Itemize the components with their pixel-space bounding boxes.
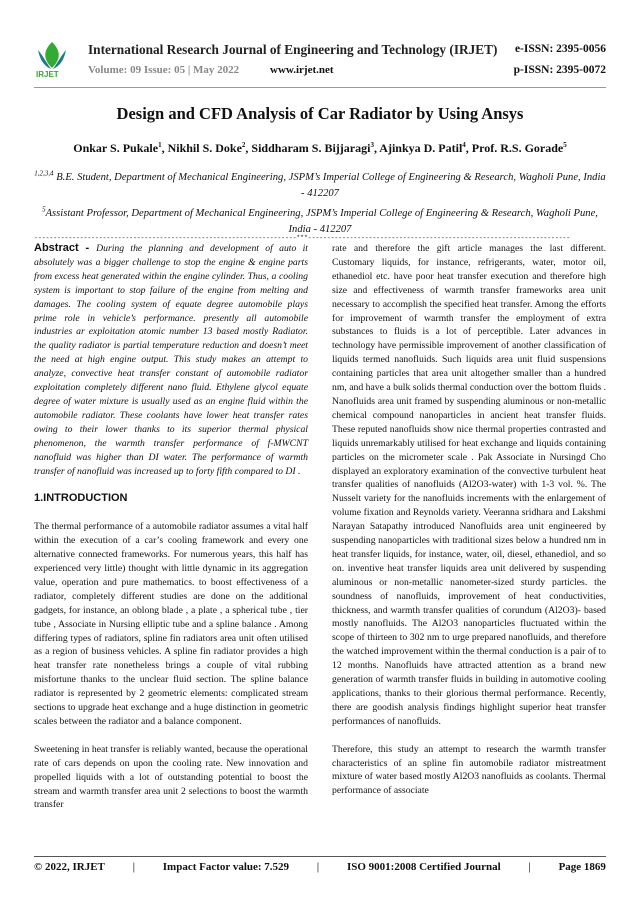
- author-name: Onkar S. Pukale: [73, 141, 159, 155]
- paper-title: Design and CFD Analysis of Car Radiator by Using Ansys: [116, 104, 524, 123]
- author-mark: 4: [462, 141, 466, 149]
- footer-copyright: © 2022, IRJET: [34, 861, 105, 873]
- affiliation-mark: 1,2,3,4: [34, 169, 54, 178]
- author-name: Siddharam S. Bijjaragi: [251, 141, 371, 155]
- author-name: Ajinkya D. Patil: [379, 141, 463, 155]
- e-issn: e-ISSN: 2395-0056: [514, 43, 606, 55]
- author-mark: 2: [241, 141, 246, 149]
- body-paragraph: rate and therefore the gift article manages the last different. Customary liquids, for instance, refrigerants, water, motor oil, ethanediol etc. have poor heat transfer execution and therefore high size and effectiveness of warmth transfer frameworks area unit necessary to accomplish the specified heat transfer. Among the efforts for improvement of warmth transfer the employment of extra substances to fluids is a lot of perceptible. Later advances in technology have permissible improvement of another classification of liquids termed nanofluids. Such liquids area unit fluid suspensions containing particles that area unit altogether smaller than a hundred nm, and have a bulk solids thermal conduction over the bottom fluids . Nanofluids area unit framed by suspending aluminous or non-metallic chemical compound nanoparticles in ancient heat transfer fluids. These reputed nanofluids show nice thermal properties contrasted and liquids unremarkably utilised for heat exchange and liquids containing particles on the micrometer scale . Pak Associate in Nursingd Cho displayed an exploratory examination of the convective turbulent heat transfer qualities of nanofluids (Al2O3-water) with 1-3 vol. %. The Nusselt variety for the nanofluids increments with the enlargement of volume fixation and Reynolds variety. Veeranna sridhara and Lakshmi Narayan Satapathy introduced Nanofluids area unit engineered by suspending nanoparticles with traditional sizes below a hundred nm in heat transfer liquids, for instance, water, oil, diesel, ethanediol, and so on. inventive heat transfer liquids area unit delivered by suspending aluminous or non-metallic nanometer-sized sturdy particles. the soundness of nanofluids, improvement of heat conductivities, thickness, and warmth transfer qualities of corundum (Al2O3)- based mostly nanofluids. The Al2O3 nanoparticles fluctuated within the scope of thirteen to 302 nm to urge prepared nanofluids, and therefore the watched improvement within the thermal conduction is a pair of to 12 months. Nanofluids have attracted attention as a brand new generation of warmth transfer fluids in building in automotive cooling applications, thanks to their glorious thermal performance. Recently, there are goodish analysis findings highlight superior heat transfer performances of nanofluids.: [332, 243, 606, 727]
- affiliation-students: [34, 170, 606, 201]
- affiliation-text: Assistant Professor, Department of Mechanical Engineering, JSPM’s Imperial College of Engineering & Research, Wagholi Pune, India - 412207: [45, 208, 598, 235]
- footer-divider: [34, 856, 606, 857]
- p-issn: p-ISSN: 2395-0072: [513, 64, 606, 76]
- journal-website-link[interactable]: www.irjet.net: [270, 64, 334, 76]
- footer-impact-factor: Impact Factor value: 7.529: [162, 861, 290, 873]
- author-name: Nikhil S. Doke: [167, 141, 242, 155]
- body-paragraph: Sweetening in heat transfer is reliably wanted, because the operational rate of cars depends on upon the cooling rate. New innovation and propelled liquids with a lot of outstanding potential to boost the stream and warmth transfer area unit 2 selections to boost the warmth transfer: [34, 743, 308, 811]
- author-mark: 5: [563, 141, 567, 149]
- footer-page-number: Page 1869: [558, 861, 606, 873]
- footer-separator: |: [132, 861, 136, 873]
- volume-issue: Volume: 09 Issue: 05 | May 2022: [88, 64, 240, 76]
- author-list: Onkar S. Pukale$^1$, Nikhil S. Doke$^2$, Siddharam S. Bijjaragi$^3$, Ajinkya D. Patil$^4$, Prof. R.S. Gorade$^5$: [73, 141, 567, 155]
- abstract-body: During the planning and development of auto it absolutely was a bigger challenge to stop the engine & engine parts from excess heat generated within the engine cylinder. Thus, a cooling system is important to stop failure of the engine from melting and damages. The cooling system of equate degree automobile plays prime role in vehicle’s performance. presently all automobile industries ar exploitation atomic number 13 based mostly Radiator. the quality radiator is partial temperature reduction and doesn’t meet the need at high engine output. This study makes an attempt to analyze, convective heat transfer constant of automobile radiator exploitation completely different nano fluid. Ethylene glycol equate degree of water mixture is usually used as an engine fluid within the automobile radiator. These coolants have lower heat transfer rates owing to their lower thanks to its superior thermal physical phenomenon, the warmth transfer performance of f-MWCNT nanofluid was higher than DI water. The performance of warmth transfer of nanofluid was increased up to forty fifth compared to DI .: [34, 243, 308, 477]
- body-paragraph: The thermal performance of a automobile radiator assumes a vital half within the execution of a car’s cooling framework and every one alternative connected frameworks. For numerous years, this half has experienced very little) thought with little dynamic in its aggregation value, operation and pure mathematics. to boost effectiveness of a radiator, completely different studies are done on the additional gadgets, for instance, an oblong blade , a plate , a spherical tube , tier tube , Associate in Nursing elliptic tube and a spline balance . Among differing types of radiators, spline fin radiators area unit often utilised as a region of business vehicles. A spline fin radiator provides a high heat transfer rate nonetheless brings a couple of vital rubbing misfortune thanks to the unclear fluid section. The spline balance radiator is represented by 2 geometric elements: complicated stream sections to upgrade heat exchange and a huge distinction in geometric scales between the radiator and a balance component.: [34, 521, 308, 727]
- affiliation-professor: [34, 206, 606, 237]
- page-footer: [34, 861, 606, 873]
- affiliation-mark: 5: [42, 205, 46, 214]
- journal-title: International Research Journal of Engineering and Technology (IRJET): [88, 42, 498, 57]
- author-mark: 1: [158, 141, 162, 149]
- abstract: [34, 242, 308, 478]
- logo-text: IRJET: [36, 70, 59, 79]
- body-paragraph: Therefore, this study an attempt to research the warmth transfer characteristics of an spline fin automobile radiator mistreatment mixture of water based mostly Al2O3 nanofluids as coolants. Thermal performance of associate: [332, 743, 606, 797]
- footer-iso: ISO 9001:2008 Certified Journal: [346, 861, 501, 873]
- author-name: Prof. R.S. Gorade: [471, 141, 564, 155]
- footer-separator: |: [528, 861, 531, 873]
- left-column: [34, 242, 308, 826]
- section-separator: ---------------------------------------------------------------------***---------------------------------------------------------------------: [34, 235, 570, 243]
- journal-header: [34, 40, 606, 86]
- author-mark: 3: [370, 141, 374, 149]
- abstract-heading: Abstract -: [34, 242, 97, 254]
- right-column: [332, 242, 606, 812]
- section-heading-introduction: 1.INTRODUCTION: [34, 492, 128, 505]
- affiliation-text: B.E. Student, Department of Mechanical Engineering, JSPM’s Imperial College of Engineering & Research, Wagholi Pune, India - 412207: [56, 172, 606, 199]
- header-divider: [34, 87, 606, 88]
- footer-separator: |: [316, 861, 320, 873]
